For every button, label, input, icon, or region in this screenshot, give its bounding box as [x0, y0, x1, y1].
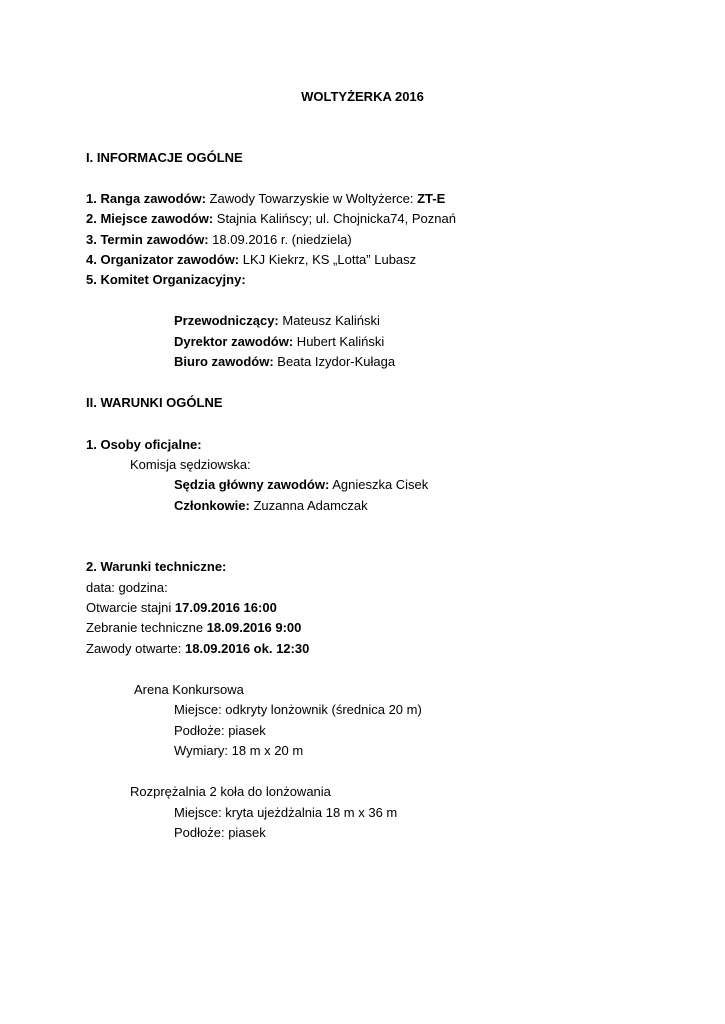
arena-detail-location: Miejsce: odkryty lonżownik (średnica 20 m) — [174, 702, 422, 717]
warmup-detail-surface: Podłoże: piasek — [174, 825, 266, 840]
info-label: 2. Miejsce zawodów: — [86, 211, 214, 226]
info-value: Stajnia Kalińscy; ul. Chojnicka74, Poznań — [213, 211, 456, 226]
info-item-location — [86, 211, 456, 227]
info-value: LKJ Kiekrz, KS „Lotta” Lubasz — [239, 252, 417, 267]
schedule-value: 17.09.2016 16:00 — [174, 600, 277, 615]
committee-label: Biuro zawodów: — [174, 354, 274, 369]
info-item-rank — [86, 191, 445, 207]
info-item-organizer — [86, 252, 416, 268]
committee-chair — [174, 313, 380, 329]
info-label: 5. Komitet Organizacyjny: — [86, 272, 246, 287]
arena-detail-surface: Podłoże: piasek — [174, 723, 266, 738]
section-heading-general-info: I. INFORMACJE OGÓLNE — [86, 150, 243, 165]
info-item-date — [86, 232, 352, 248]
datetime-label: data: godzina: — [86, 580, 168, 595]
info-value: Zawody Towarzyskie w Woltyżerce: — [205, 191, 418, 206]
schedule-technical-meeting — [86, 620, 301, 636]
judging-commission-label: Komisja sędziowska: — [130, 457, 251, 472]
arena-title: Arena Konkursowa — [134, 682, 244, 697]
warmup-title: Rozprężalnia 2 koła do lonżowania — [130, 784, 331, 799]
judge-label: Członkowie: — [174, 498, 250, 513]
officials-heading: 1. Osoby oficjalne: — [86, 437, 202, 452]
technical-heading: 2. Warunki techniczne: — [86, 559, 227, 574]
judge-members — [174, 498, 368, 514]
judge-value: Zuzanna Adamczak — [249, 498, 368, 513]
schedule-label: Zawody otwarte: — [86, 641, 185, 656]
section-heading-general-conditions: II. WARUNKI OGÓLNE — [86, 395, 223, 410]
schedule-competition-open — [86, 641, 309, 657]
arena-detail-dimensions: Wymiary: 18 m x 20 m — [174, 743, 304, 758]
document-title: WOLTYŻERKA 2016 — [301, 89, 424, 104]
info-label: 3. Termin zawodów: — [86, 232, 209, 247]
committee-director — [174, 334, 384, 350]
schedule-value: 18.09.2016 ok. 12:30 — [185, 641, 310, 656]
schedule-label: Zebranie techniczne — [86, 620, 207, 635]
schedule-stable-opening — [86, 600, 277, 616]
committee-value: Hubert Kaliński — [293, 334, 385, 349]
judge-value: Agnieszka Cisek — [329, 477, 429, 492]
info-value: 18.09.2016 r. (niedziela) — [208, 232, 352, 247]
committee-office — [174, 354, 395, 370]
info-item-committee — [86, 272, 246, 288]
judge-chief — [174, 477, 428, 493]
committee-value: Beata Izydor-Kułaga — [273, 354, 396, 369]
info-value-code: ZT-E — [417, 191, 446, 206]
schedule-label: Otwarcie stajni — [86, 600, 175, 615]
schedule-value: 18.09.2016 9:00 — [206, 620, 302, 635]
judge-label: Sędzia główny zawodów: — [174, 477, 330, 492]
info-label: 4. Organizator zawodów: — [86, 252, 240, 267]
committee-label: Przewodniczący: — [174, 313, 279, 328]
warmup-detail-location: Miejsce: kryta ujeżdżalnia 18 m x 36 m — [174, 805, 398, 820]
committee-value: Mateusz Kaliński — [278, 313, 380, 328]
committee-label: Dyrektor zawodów: — [174, 334, 294, 349]
info-label: 1. Ranga zawodów: — [86, 191, 206, 206]
